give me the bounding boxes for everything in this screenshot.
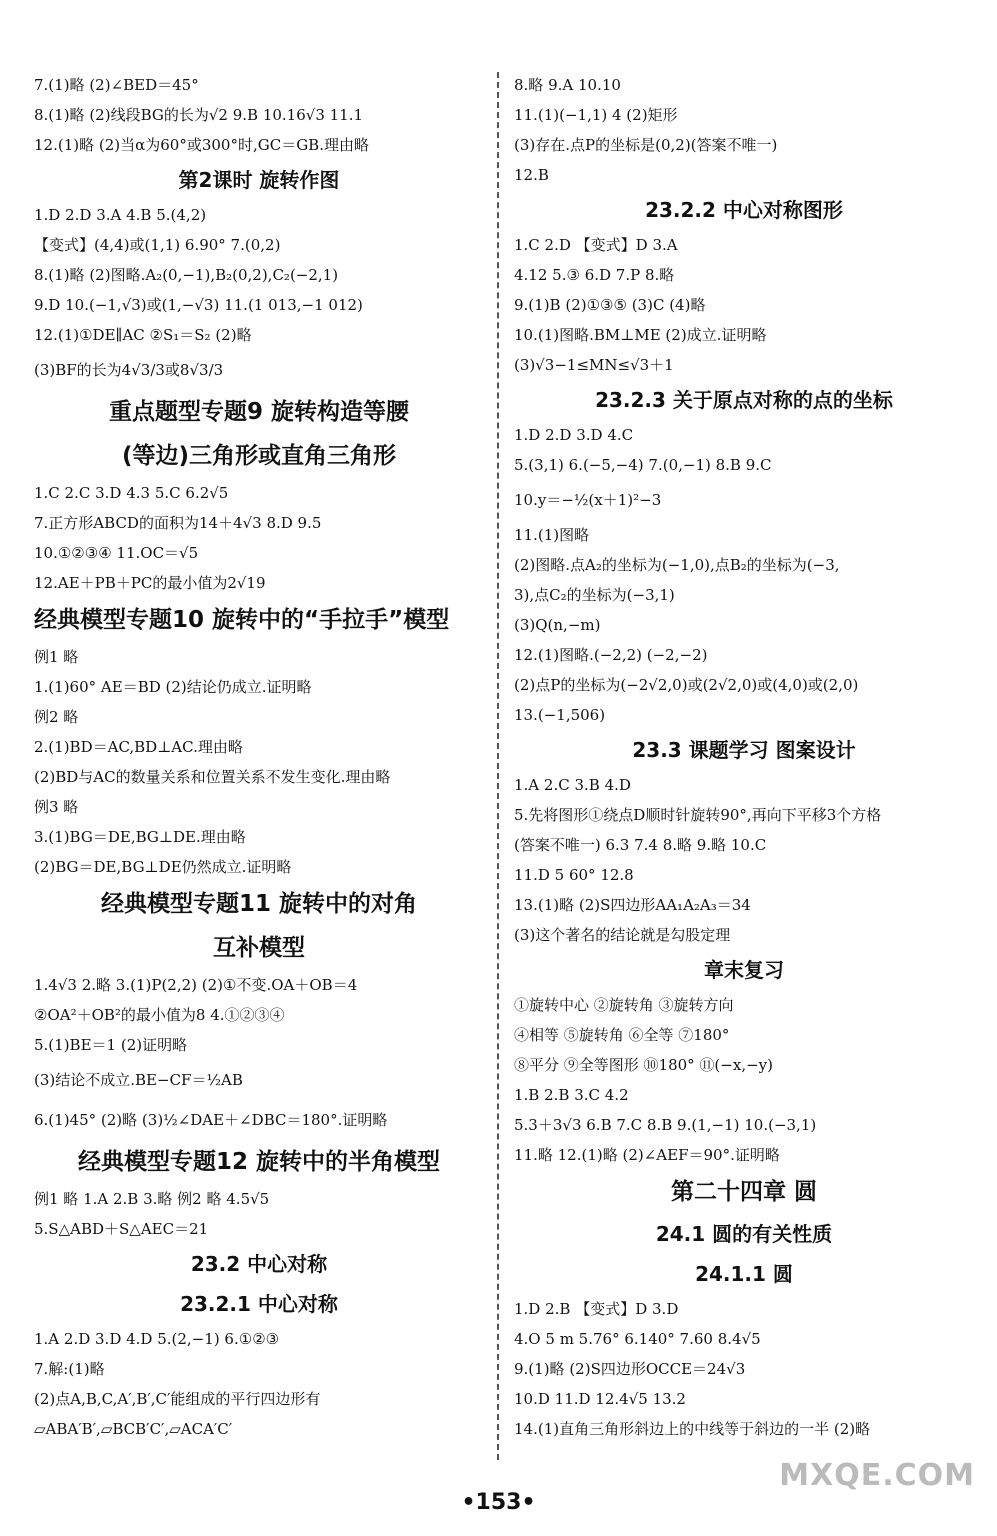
answer-line: 14.(1)直角三角形斜边上的中线等于斜边的一半 (2)略	[514, 1420, 871, 1438]
answer-line: 1.(1)60° AE＝BD (2)结论仍成立.证明略	[34, 678, 312, 696]
subsection-heading: 23.3 课题学习 图案设计	[632, 738, 856, 762]
left-column	[34, 70, 484, 1444]
answer-line: 10.y＝−½(x＋1)²−3	[514, 491, 662, 509]
answer-line: 1.B 2.B 3.C 4.2	[514, 1086, 629, 1104]
page-number: •153•	[461, 1490, 536, 1515]
answer-line: 9.(1)B (2)①③⑤ (3)C (4)略	[514, 296, 706, 314]
answer-line: ①旋转中心 ②旋转角 ③旋转方向	[514, 996, 734, 1014]
answer-line: 1.A 2.C 3.B 4.D	[514, 776, 631, 794]
answer-line: (3)√3−1≤MN≤√3＋1	[514, 356, 674, 374]
answer-line: 1.4√3 2.略 3.(1)P(2,2) (2)①不变.OA＋OB＝4	[34, 976, 358, 994]
answer-line: (3)Q(n,−m)	[514, 616, 601, 634]
section-heading: 第二十四章 圆	[670, 1179, 817, 1205]
answer-line: 1.D 2.D 3.D 4.C	[514, 426, 634, 444]
answer-line: 6.(1)45° (2)略 (3)½∠DAE＋∠DBC＝180°.证明略	[34, 1111, 388, 1129]
answer-line: 5.3＋3√3 6.B 7.C 8.B 9.(1,−1) 10.(−3,1)	[514, 1116, 817, 1134]
answer-line: 1.A 2.D 3.D 4.D 5.(2,−1) 6.①②③	[34, 1330, 280, 1348]
answer-line: (答案不唯一) 6.3 7.4 8.略 9.略 10.C	[514, 836, 767, 854]
answer-line: 4.12 5.③ 6.D 7.P 8.略	[514, 266, 675, 284]
answer-line: 1.C 2.C 3.D 4.3 5.C 6.2√5	[34, 484, 229, 502]
subsection-heading: 第2课时 旋转作图	[178, 168, 340, 192]
answer-line: ②OA²＋OB²的最小值为8 4.①②③④	[34, 1006, 285, 1024]
answer-line: 11.(1)(−1,1) 4 (2)矩形	[514, 106, 678, 124]
section-heading: 经典模型专题11 旋转中的对角	[100, 891, 417, 917]
answer-line: 11.(1)图略	[514, 526, 590, 544]
subsection-heading: 24.1.1 圆	[695, 1262, 793, 1286]
section-heading: 经典模型专题12 旋转中的半角模型	[77, 1149, 440, 1175]
answer-line: ④相等 ⑤旋转角 ⑥全等 ⑦180°	[514, 1026, 730, 1044]
answer-line: 9.D 10.(−1,√3)或(1,−√3) 11.(1 013,−1 012)	[34, 296, 363, 314]
watermark: MXQE.COM	[779, 1458, 975, 1493]
subsection-heading: 23.2.2 中心对称图形	[645, 198, 843, 222]
answer-line: 2.(1)BD＝AC,BD⊥AC.理由略	[34, 738, 243, 756]
answer-line: 13.(1)略 (2)S四边形AA₁A₂A₃＝34	[514, 896, 751, 914]
answer-line: 7.正方形ABCD的面积为14＋4√3 8.D 9.5	[34, 514, 322, 532]
answer-line: 10.(1)图略.BM⊥ME (2)成立.证明略	[514, 326, 767, 344]
answer-line: ▱ABA′B′,▱BCB′C′,▱ACA′C′	[34, 1420, 233, 1438]
answer-line: 例1 略	[34, 648, 79, 666]
section-heading: 重点题型专题9 旋转构造等腰	[108, 399, 409, 425]
answer-line: (2)点P的坐标为(−2√2,0)或(2√2,0)或(4,0)或(2,0)	[514, 676, 859, 694]
answer-line: 3),点C₂的坐标为(−3,1)	[514, 586, 675, 604]
answer-line: 3.(1)BG＝DE,BG⊥DE.理由略	[34, 828, 246, 846]
answer-line: 12.AE＋PB＋PC的最小值为2√19	[34, 574, 266, 592]
right-column	[514, 70, 974, 1444]
section-heading: 经典模型专题10 旋转中的“手拉手”模型	[34, 607, 450, 633]
subsection-heading: 23.2.1 中心对称	[180, 1292, 338, 1316]
answer-line: 5.(1)BE＝1 (2)证明略	[34, 1036, 188, 1054]
answer-line: 11.D 5 60° 12.8	[514, 866, 634, 884]
answer-line: 12.(1)①DE∥AC ②S₁＝S₂ (2)略	[34, 326, 252, 344]
answer-line: 10.①②③④ 11.OC＝√5	[34, 544, 199, 562]
answer-line: 5.(3,1) 6.(−5,−4) 7.(0,−1) 8.B 9.C	[514, 456, 772, 474]
answer-line: 1.C 2.D 【变式】D 3.A	[514, 236, 678, 254]
answer-line: 12.(1)略 (2)当α为60°或300°时,GC＝GB.理由略	[34, 136, 369, 154]
answer-line: 11.略 12.(1)略 (2)∠AEF＝90°.证明略	[514, 1146, 780, 1164]
answer-line: 8.略 9.A 10.10	[514, 76, 621, 94]
subsection-heading: 24.1 圆的有关性质	[655, 1222, 833, 1246]
answer-line: 8.(1)略 (2)线段BG的长为√2 9.B 10.16√3 11.1	[34, 106, 364, 124]
answer-line: 例1 略 1.A 2.B 3.略 例2 略 4.5√5	[34, 1190, 270, 1208]
subsection-heading: 23.2.3 关于原点对称的点的坐标	[595, 388, 893, 412]
answer-line: (3)这个著名的结论就是勾股定理	[514, 926, 731, 944]
answer-line: 1.D 2.D 3.A 4.B 5.(4,2)	[34, 206, 207, 224]
answer-line: 例3 略	[34, 798, 79, 816]
answer-line: 12.(1)图略.(−2,2) (−2,−2)	[514, 646, 708, 664]
answer-line: 【变式】(4,4)或(1,1) 6.90° 7.(0,2)	[34, 236, 281, 254]
column-divider	[497, 72, 499, 1460]
section-heading: 互补模型	[213, 935, 305, 961]
subsection-heading: 章末复习	[704, 958, 784, 982]
answer-line: (3)BF的长为4√3/3或8√3/3	[34, 361, 224, 379]
answer-line: (2)点A,B,C,A′,B′,C′能组成的平行四边形有	[34, 1390, 321, 1408]
answer-line: 5.S△ABD＋S△AEC＝21	[34, 1220, 209, 1238]
answer-line: (2)图略.点A₂的坐标为(−1,0),点B₂的坐标为(−3,	[514, 556, 840, 574]
answer-line: 4.O 5 m 5.76° 6.140° 7.60 8.4√5	[514, 1330, 761, 1348]
answer-line: (3)结论不成立.BE−CF＝½AB	[34, 1071, 243, 1089]
answer-line: 12.B	[514, 166, 549, 184]
answer-line: (2)BG＝DE,BG⊥DE仍然成立.证明略	[34, 858, 292, 876]
answer-line: 7.(1)略 (2)∠BED＝45°	[34, 76, 199, 94]
answer-line: ⑧平分 ⑨全等图形 ⑩180° ⑪(−x,−y)	[514, 1056, 773, 1074]
answer-line: 1.D 2.B 【变式】D 3.D	[514, 1300, 679, 1318]
subsection-heading: 23.2 中心对称	[190, 1252, 328, 1276]
answer-line: 9.(1)略 (2)S四边形OCCE＝24√3	[514, 1360, 746, 1378]
answer-line: 5.先将图形①绕点D顺时针旋转90°,再向下平移3个方格	[514, 806, 882, 824]
answer-line: 10.D 11.D 12.4√5 13.2	[514, 1390, 686, 1408]
answer-line: (3)存在.点P的坐标是(0,2)(答案不唯一)	[514, 136, 778, 154]
section-heading: (等边)三角形或直角三角形	[121, 443, 397, 469]
answer-line: 例2 略	[34, 708, 79, 726]
answer-line: 8.(1)略 (2)图略.A₂(0,−1),B₂(0,2),C₂(−2,1)	[34, 266, 339, 284]
answer-line: (2)BD与AC的数量关系和位置关系不发生变化.理由略	[34, 768, 391, 786]
answer-line: 13.(−1,506)	[514, 706, 606, 724]
answer-line: 7.解:(1)略	[34, 1360, 105, 1378]
